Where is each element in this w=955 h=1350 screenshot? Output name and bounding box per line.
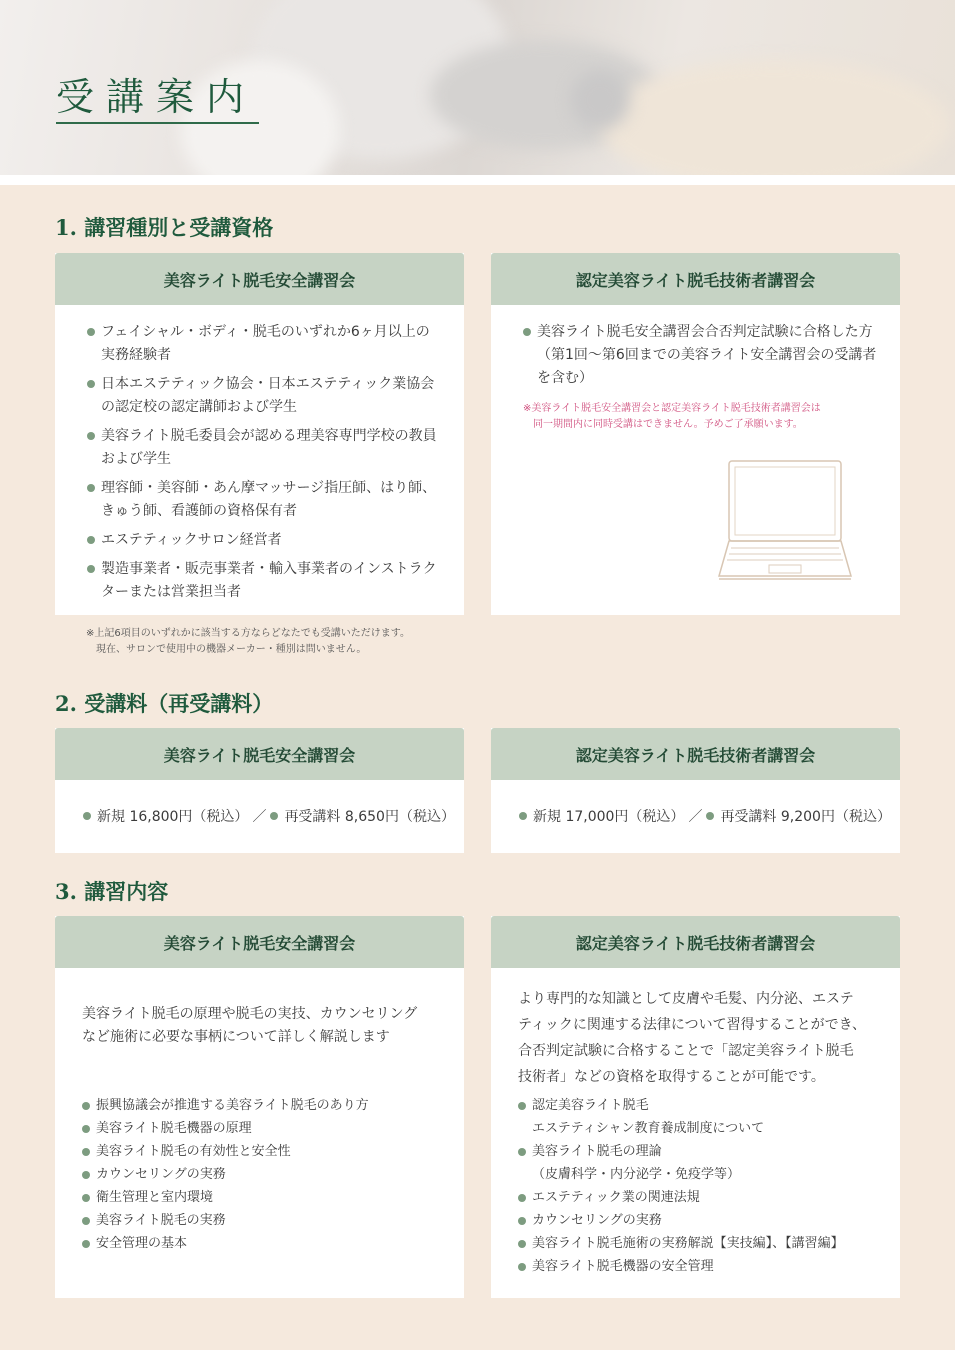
- item-subline: エステティシャン教育養成制度について: [532, 1121, 765, 1136]
- laptop-icon: [717, 458, 853, 584]
- list-item: 理容師・美容師・あん摩マッサージ指圧師、はり師、きゅう師、看護師の資格保有者: [87, 477, 442, 523]
- list-item: 衛生管理と室内環境: [82, 1186, 452, 1209]
- list-item: エステティックサロン経営者: [87, 529, 442, 552]
- content-intro: [82, 1003, 452, 1049]
- intro-line: より専門的な知識として皮膚や毛髪、内分泌、エステ: [518, 991, 854, 1007]
- item-subline: （皮膚科学・内分泌学・免疫学等）: [532, 1167, 741, 1182]
- card-header: 美容ライト脱毛安全講習会: [55, 728, 464, 780]
- list-item: カウンセリングの実務: [82, 1163, 452, 1186]
- title-underline: [56, 122, 259, 124]
- page-title: 受講案内: [56, 75, 257, 119]
- list-item: カウンセリングの実務: [518, 1209, 888, 1232]
- fee-card-safety: [55, 728, 464, 853]
- qualification-list: [523, 321, 878, 396]
- bullet-dot: [519, 812, 527, 820]
- concurrent-note: [523, 401, 821, 433]
- note-line: ※美容ライト脱毛安全講習会と認定美容ライト脱毛技術者講習会は: [523, 403, 821, 414]
- qualification-list: [87, 321, 442, 610]
- list-item: エステティック業の関連法規: [518, 1186, 888, 1209]
- content-intro: [518, 986, 888, 1090]
- hero-banner: [0, 0, 955, 178]
- fee-retake: 再受講料 8,650円（税込）: [284, 809, 455, 825]
- fee-new: 新規 17,000円（税込）: [533, 809, 685, 825]
- qualification-card-safety: [55, 253, 464, 615]
- list-item: 製造事業者・販売事業者・輸入事業者のインストラクターまたは営業担当者: [87, 558, 442, 604]
- list-item: 振興協議会が推進する美容ライト脱毛のあり方: [82, 1094, 452, 1117]
- list-item: フェイシャル・ボディ・脱毛のいずれか6ヶ月以上の実務経験者: [87, 321, 442, 367]
- list-item: 美容ライト脱毛委員会が認める理美容専門学校の教員および学生: [87, 425, 442, 471]
- section-title-content: 3. 講習内容: [55, 879, 169, 904]
- bullet-dot: [706, 812, 714, 820]
- list-item: [518, 1140, 888, 1186]
- item-line: 美容ライト脱毛の理論: [532, 1144, 662, 1159]
- hero-photo-shape: [600, 60, 950, 178]
- intro-line: ティックに関連する法律について習得することができ、: [518, 1017, 867, 1033]
- section-title-qualification: 1. 講習種別と受講資格: [55, 215, 274, 240]
- list-item: 美容ライト脱毛の有効性と安全性: [82, 1140, 452, 1163]
- list-item: [518, 1094, 888, 1140]
- footnote-line: 現在、サロンで使用中の機器メーカー・種別は問いません。: [96, 644, 367, 655]
- intro-line: など施術に必要な事柄について詳しく解説します: [82, 1029, 390, 1045]
- list-item: 美容ライト脱毛安全講習会合否判定試験に合格した方（第1回〜第6回までの美容ライト安全講習会の受講者を含む）: [523, 321, 878, 390]
- intro-line: 美容ライト脱毛の原理や脱毛の実技、カウンセリング: [82, 1006, 418, 1022]
- fee-retake: 再受講料 9,200円（税込）: [720, 809, 891, 825]
- fee-new: 新規 16,800円（税込）: [97, 809, 249, 825]
- bullet-dot: [270, 812, 278, 820]
- hero-divider: [0, 175, 955, 185]
- card-header: 認定美容ライト脱毛技術者講習会: [491, 253, 900, 305]
- qualification-card-technician: [491, 253, 900, 615]
- fee-separator: ／: [688, 809, 703, 825]
- content-card-safety: [55, 916, 464, 1298]
- note-line: 同一期間内に同時受講はできません。予めご了承願います。: [533, 419, 803, 430]
- qualification-footnote: [86, 626, 410, 658]
- section-title-fee: 2. 受講料（再受講料）: [55, 691, 274, 716]
- card-header: 認定美容ライト脱毛技術者講習会: [491, 916, 900, 968]
- item-line: 認定美容ライト脱毛: [532, 1098, 649, 1113]
- card-header: 認定美容ライト脱毛技術者講習会: [491, 728, 900, 780]
- list-item: 美容ライト脱毛の実務: [82, 1209, 452, 1232]
- list-item: 美容ライト脱毛機器の安全管理: [518, 1255, 888, 1278]
- fee-line: [519, 806, 891, 826]
- footnote-line: ※上記6項目のいずれかに該当する方ならどなたでも受講いただけます。: [86, 628, 410, 639]
- list-item: 美容ライト脱毛機器の原理: [82, 1117, 452, 1140]
- fee-separator: ／: [252, 809, 267, 825]
- content-list: [82, 1094, 452, 1255]
- list-item: 美容ライト脱毛施術の実務解説【実技編】、【講習編】: [518, 1232, 888, 1255]
- fee-card-technician: [491, 728, 900, 853]
- intro-line: 合否判定試験に合格することで「認定美容ライト脱毛: [518, 1043, 854, 1059]
- card-header: 美容ライト脱毛安全講習会: [55, 253, 464, 305]
- content-card-technician: [491, 916, 900, 1298]
- card-header: 美容ライト脱毛安全講習会: [55, 916, 464, 968]
- bullet-dot: [83, 812, 91, 820]
- fee-line: [83, 806, 455, 826]
- intro-line: 技術者」などの資格を取得することが可能です。: [518, 1069, 825, 1085]
- list-item: 日本エステティック協会・日本エステティック業協会の認定校の認定講師および学生: [87, 373, 442, 419]
- list-item: 安全管理の基本: [82, 1232, 452, 1255]
- hero-photo-shape: [570, 70, 630, 130]
- content-list: [518, 1094, 888, 1278]
